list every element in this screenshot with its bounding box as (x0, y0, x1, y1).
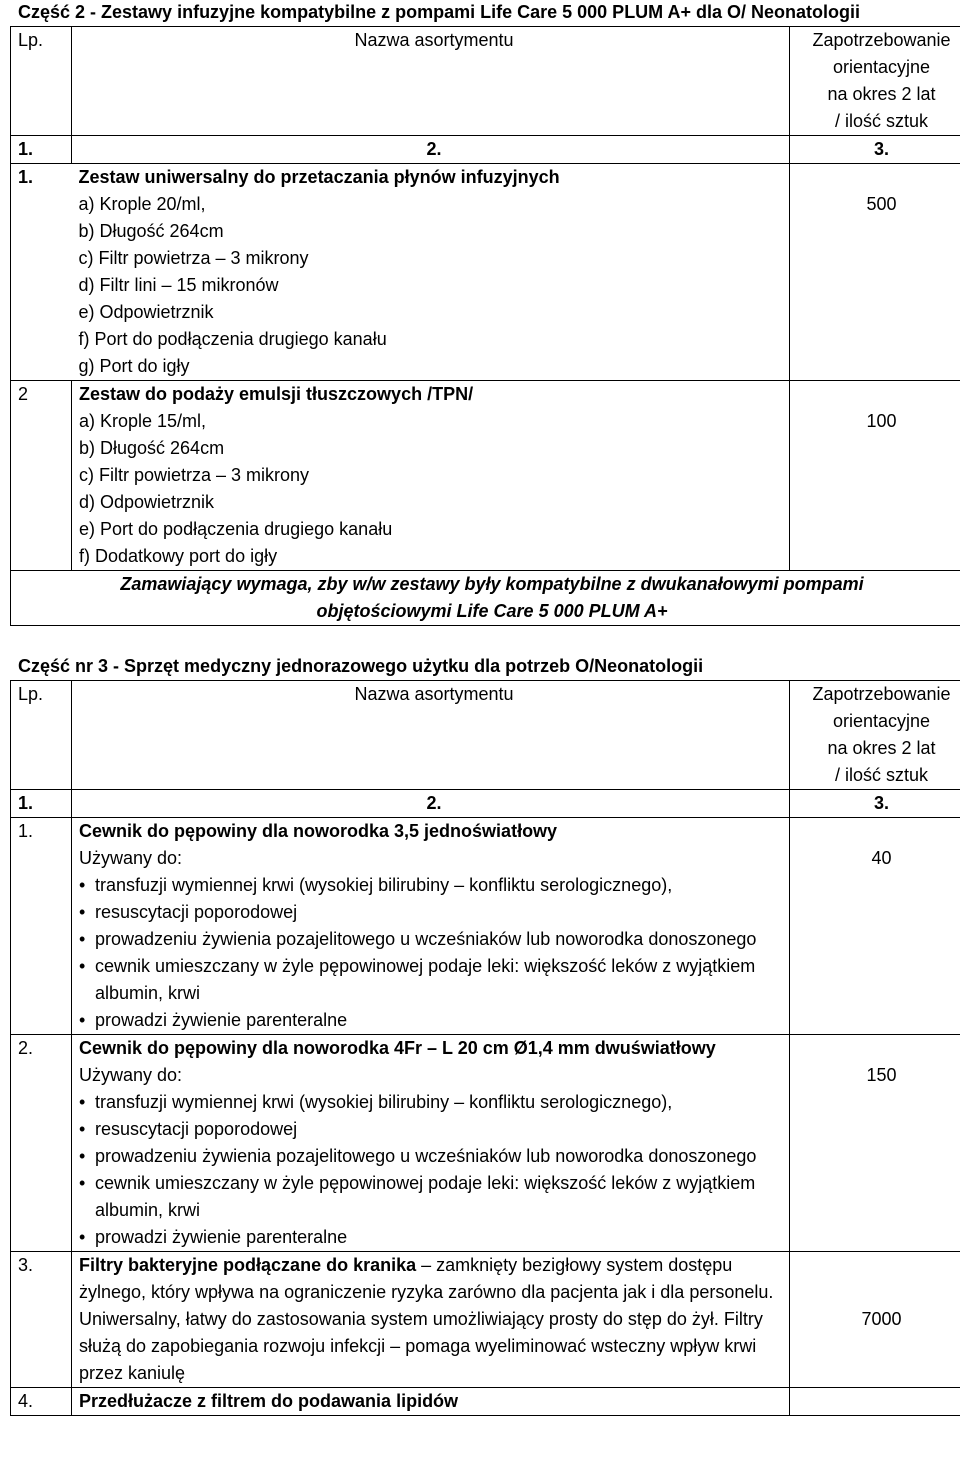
item-lp: 4. (11, 1388, 72, 1416)
item-line: g) Port do igły (78, 356, 190, 376)
item-qty: 500 (790, 164, 960, 381)
table-row (11, 164, 960, 381)
header-name: Nazwa asortymentu (72, 681, 790, 790)
bullet-item: • resuscytacji poporodowej (79, 1116, 789, 1143)
part3-colnum-row (11, 790, 960, 818)
item-text: – zamknięty bezigłowy system dostępu żylnego, który wpływa na ograniczenie ryzyka zarówno dla pacjenta jak i dla personelu. Uniwersalny, łatwy do zastosowania system umożliwiający prosty do stęp do żył. Filtry służą do zapobiegania rozwoju infekcji – pomaga wyeliminować wsteczny wpływ krwi przez kaniulę (79, 1255, 774, 1383)
note-line: Zamawiający wymaga, zby w/w zestawy były kompatybilne z dwukanałowymi pompami (120, 574, 864, 594)
colnum-2: 2. (72, 790, 790, 818)
bullet-item: • prowadzi żywienie parenteralne (79, 1007, 789, 1034)
bullet-item: • resuscytacji poporodowej (79, 899, 789, 926)
bullet-item: • cewnik umieszczany w żyle pępowinowej podaje leki: większość leków z wyjątkiem albumin, krwi (79, 953, 789, 1007)
part2-table (10, 26, 960, 626)
item-description (72, 1252, 790, 1388)
item-line: c) Filtr powietrza – 3 mikrony (78, 248, 309, 268)
colnum-2: 2. (72, 136, 790, 164)
item-description (72, 818, 790, 1035)
bullet-item: • prowadzi żywienie parenteralne (79, 1224, 789, 1251)
header-lp: Lp. (11, 681, 72, 790)
item-line: f) Dodatkowy port do igły (79, 546, 278, 566)
part2-colnum-row (11, 136, 960, 164)
table-row (11, 1252, 960, 1388)
bullet-item: • transfuzji wymiennej krwi (wysokiej bilirubiny – konfliktu serologicznego), (79, 872, 789, 899)
header-qty-line: / ilość sztuk (834, 111, 929, 131)
header-qty (790, 27, 960, 136)
bullet-item: • prowadzeniu żywienia pozajelitowego u wcześniaków lub noworodka donoszonego (79, 1143, 789, 1170)
colnum-3: 3. (790, 790, 960, 818)
part3-header-row (11, 681, 960, 790)
item-title: Cewnik do pępowiny dla noworodka 4Fr – L 20 cm Ø1,4 mm dwuświatłowy (79, 1038, 716, 1058)
bullet-item: • cewnik umieszczany w żyle pępowinowej podaje leki: większość leków z wyjątkiem albumin, krwi (79, 1170, 789, 1224)
table-row (11, 381, 960, 571)
note-row (11, 571, 960, 626)
item-lp: 3. (11, 1252, 72, 1388)
colnum-3: 3. (790, 136, 960, 164)
part2-header-row (11, 27, 960, 136)
item-title: Cewnik do pępowiny dla noworodka 3,5 jednoświatłowy (79, 821, 558, 841)
table-row (11, 1388, 960, 1416)
item-line: e) Odpowietrznik (78, 302, 214, 322)
header-name: Nazwa asortymentu (72, 27, 790, 136)
item-description (72, 1388, 790, 1416)
item-line: a) Krople 15/ml, (79, 411, 207, 431)
used-for-label: Używany do: (79, 848, 183, 868)
item-description (72, 1035, 790, 1252)
item-lp: 2 (11, 381, 72, 571)
item-qty: 40 (790, 818, 960, 1035)
header-qty (790, 681, 960, 790)
item-qty: 150 (790, 1035, 960, 1252)
table-row (11, 818, 960, 1035)
used-for-label: Używany do: (79, 1065, 183, 1085)
header-qty-line: na okres 2 lat (827, 84, 936, 104)
item-title: Przedłużacze z filtrem do podawania lipidów (79, 1391, 459, 1411)
bullet-item: • transfuzji wymiennej krwi (wysokiej bilirubiny – konfliktu serologicznego), (79, 1089, 789, 1116)
item-title: Zestaw uniwersalny do przetaczania płynów infuzyjnych (78, 167, 560, 187)
item-line: e) Port do podłączenia drugiego kanału (79, 519, 393, 539)
table-row (11, 1035, 960, 1252)
header-qty-line: orientacyjne (832, 711, 931, 731)
item-lp: 1. (11, 164, 72, 381)
item-line: d) Filtr lini – 15 mikronów (78, 275, 279, 295)
item-description (72, 381, 790, 571)
item-title: Zestaw do podaży emulsji tłuszczowych /TPN/ (79, 384, 474, 404)
part2-title: Część 2 - Zestawy infuzyjne kompatybilne z pompami Life Care 5 000 PLUM A+ dla O/ Neonatologii (18, 2, 861, 22)
compatibility-note (11, 571, 960, 626)
header-qty-line: na okres 2 lat (827, 738, 936, 758)
colnum-1: 1. (11, 790, 72, 818)
colnum-1: 1. (11, 136, 72, 164)
item-qty: 7000 (790, 1252, 960, 1388)
header-qty-line: Zapotrzebowanie (812, 684, 951, 704)
item-qty: 100 (790, 381, 960, 571)
item-line: a) Krople 20/ml, (78, 194, 206, 214)
item-lp: 2. (11, 1035, 72, 1252)
item-line: c) Filtr powietrza – 3 mikrony (79, 465, 310, 485)
header-qty-line: / ilość sztuk (834, 765, 929, 785)
bullet-item: • prowadzeniu żywienia pozajelitowego u wcześniaków lub noworodka donoszonego (79, 926, 789, 953)
header-lp: Lp. (11, 27, 72, 136)
header-qty-line: orientacyjne (832, 57, 931, 77)
item-line: d) Odpowietrznik (79, 492, 215, 512)
item-line: b) Długość 264cm (79, 438, 225, 458)
item-lp: 1. (11, 818, 72, 1035)
item-title: Filtry bakteryjne podłączane do kranika (79, 1255, 417, 1275)
part3-table (10, 680, 960, 1416)
note-line: objętościowymi Life Care 5 000 PLUM A+ (316, 601, 668, 621)
part3-title: Część nr 3 - Sprzęt medyczny jednorazowego użytku dla potrzeb O/Neonatologii (18, 656, 704, 676)
item-qty (790, 1388, 960, 1416)
header-qty-line: Zapotrzebowanie (812, 30, 951, 50)
item-line: f) Port do podłączenia drugiego kanału (78, 329, 387, 349)
item-description (72, 164, 790, 381)
item-line: b) Długość 264cm (78, 221, 224, 241)
